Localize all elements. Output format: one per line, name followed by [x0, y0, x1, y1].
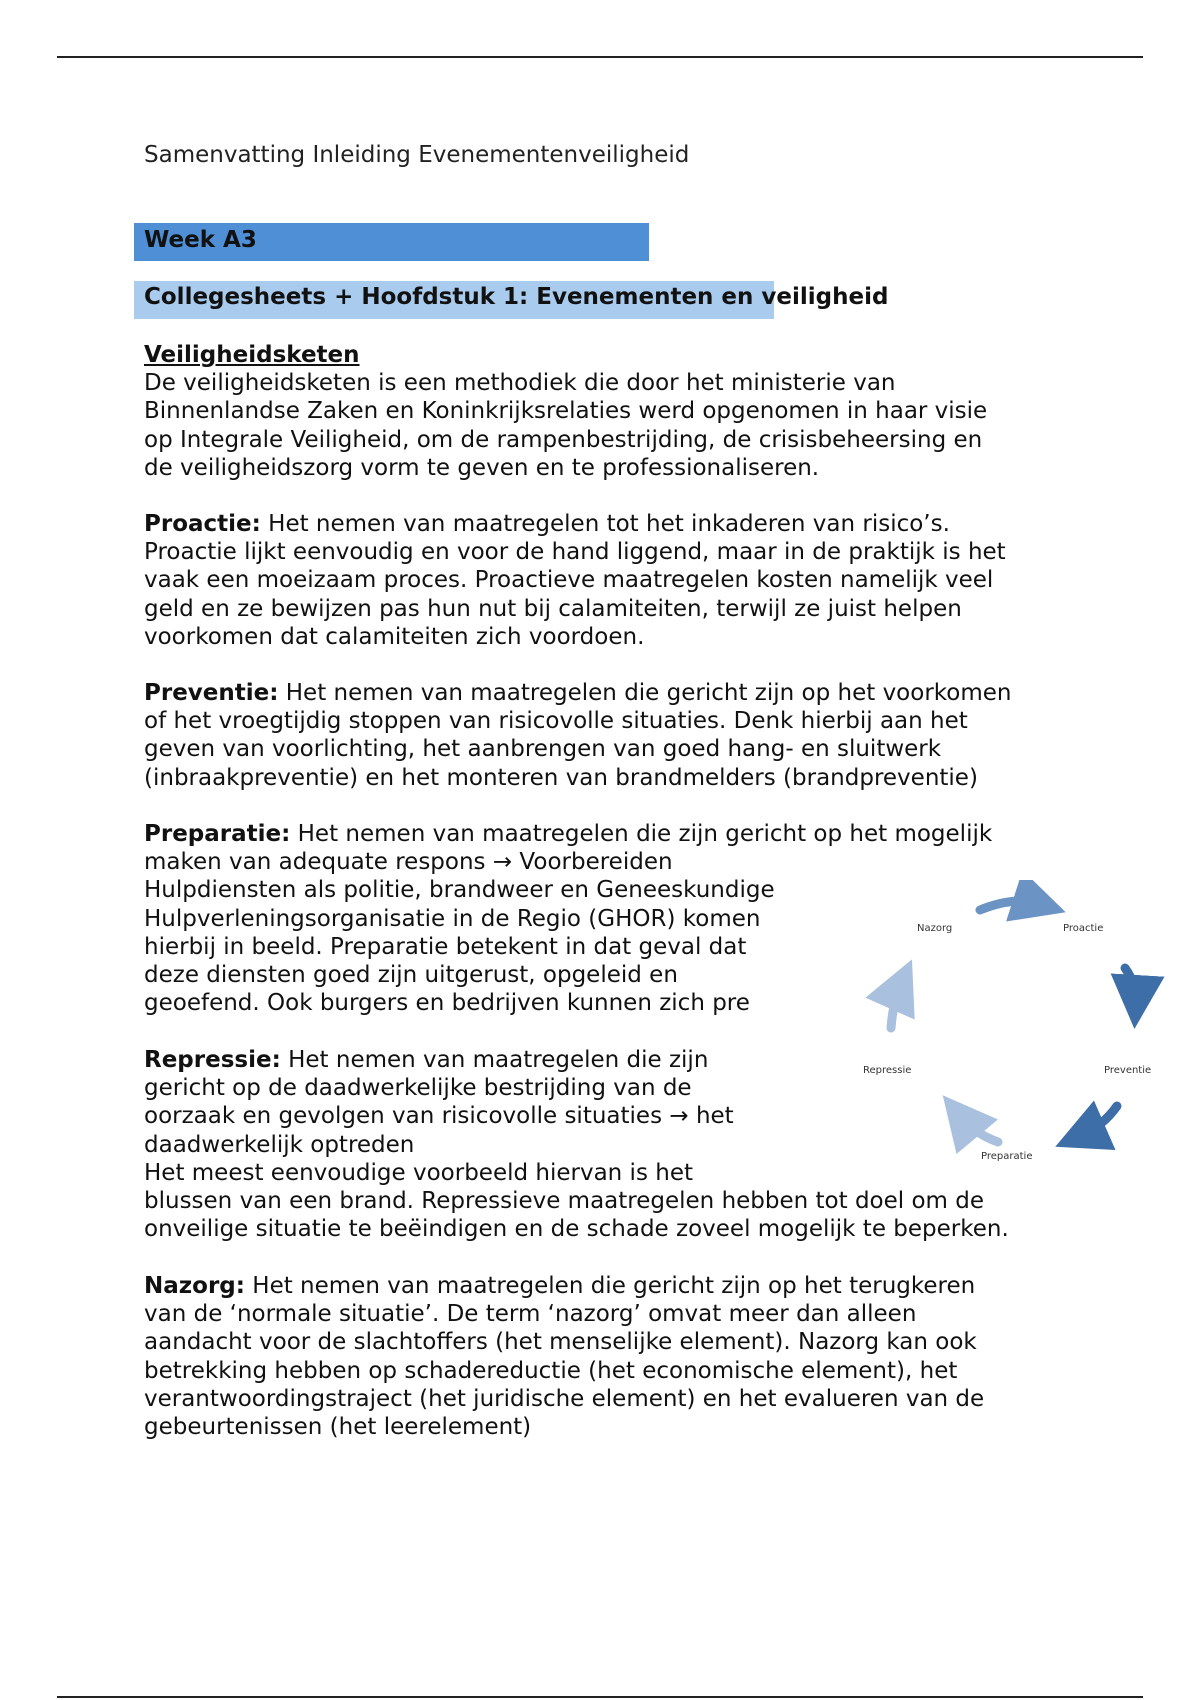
- cycle-label-proactie: Proactie: [1063, 923, 1104, 934]
- paragraph-line: Proactie lijkt eenvoudig en voor de hand liggend, maar in de praktijk is het: [144, 539, 1006, 566]
- cycle-arrow-preventie-preparatie: [1080, 1106, 1117, 1136]
- paragraph-line: van de ‘normale situatie’. De term ‘nazorg’ omvat meer dan alleen: [144, 1301, 917, 1328]
- paragraph-line: Preparatie: Het nemen van maatregelen die zijn gericht op het mogelijk: [144, 821, 993, 847]
- paragraph-line: Hulpdiensten als politie, brandweer en Geneeskundige: [144, 877, 775, 904]
- cycle-label-nazorg: Nazorg: [917, 923, 953, 934]
- cycle-label-repressie: Repressie: [863, 1065, 912, 1076]
- cycle-arrow-proactie-preventie: [1125, 968, 1136, 1002]
- paragraph-line: aandacht voor de slachtoffers (het menselijke element). Nazorg kan ook: [144, 1329, 977, 1356]
- paragraph-line: oorzaak en gevolgen van risicovolle situaties → het: [144, 1103, 734, 1130]
- top-rule: [57, 56, 1143, 58]
- veiligheidsketen-block: [144, 341, 987, 482]
- section-heading: Collegesheets + Hoofdstuk 1: Evenementen en veiligheid: [144, 284, 889, 310]
- document-title: Samenvatting Inleiding Evenementenveiligheid: [144, 142, 690, 168]
- paragraph-line: Hulpverleningsorganisatie in de Regio (GHOR) komen: [144, 905, 761, 932]
- nazorg-paragraph: [144, 1272, 984, 1441]
- paragraph-line: of het vroegtijdig stoppen van risicovolle situaties. Denk hierbij aan het: [144, 708, 968, 735]
- paragraph-line: maken van adequate respons → Voorbereiden: [144, 849, 673, 876]
- paragraph-line: voorkomen dat calamiteiten zich voordoen.: [144, 623, 645, 650]
- bottom-rule: [57, 1696, 1143, 1698]
- preventie-term: Preventie:: [144, 680, 279, 706]
- cycle-arrow-repressie-nazorg: [891, 984, 901, 1028]
- paragraph-line: de veiligheidszorg vorm te geven en te professionaliseren.: [144, 454, 820, 481]
- preventie-paragraph: [144, 679, 1012, 792]
- paragraph-line: gericht op de daadwerkelijke bestrijding van de: [144, 1075, 692, 1102]
- paragraph-line: op Integrale Veiligheid, om de rampenbestrijding, de crisisbeheersing en: [144, 426, 983, 453]
- preparatie-term: Preparatie:: [144, 821, 291, 847]
- paragraph-line: De veiligheidsketen is een methodiek die door het ministerie van: [144, 370, 896, 397]
- paragraph-line: blussen van een brand. Repressieve maatregelen hebben tot doel om de: [144, 1188, 985, 1215]
- repressie-term: Repressie:: [144, 1047, 281, 1073]
- safety-chain-cycle-diagram: [855, 880, 1175, 1170]
- paragraph-line: gebeurtenissen (het leerelement): [144, 1414, 532, 1441]
- paragraph-line: geld en ze bewijzen pas hun nut bij calamiteiten, terwijl ze juist helpen: [144, 595, 962, 622]
- cycle-label-preparatie: Preparatie: [981, 1151, 1033, 1162]
- proactie-term: Proactie:: [144, 511, 261, 537]
- paragraph-line: Proactie: Het nemen van maatregelen tot het inkaderen van risico’s.: [144, 511, 950, 537]
- proactie-paragraph: [144, 510, 1006, 651]
- paragraph-line: Binnenlandse Zaken en Koninkrijksrelaties werd opgenomen in haar visie: [144, 398, 988, 425]
- paragraph-line: (inbraakpreventie) en het monteren van brandmelders (brandpreventie): [144, 764, 978, 791]
- paragraph-line: daadwerkelijk optreden: [144, 1131, 415, 1158]
- cycle-label-preventie: Preventie: [1104, 1065, 1152, 1076]
- nazorg-term: Nazorg:: [144, 1273, 245, 1299]
- paragraph-line: geoefend. Ook burgers en bedrijven kunnen zich pre: [144, 990, 750, 1017]
- veiligheidsketen-heading: Veiligheidsketen: [144, 342, 360, 368]
- paragraph-line: Het meest eenvoudige voorbeeld hiervan is het: [144, 1159, 693, 1186]
- paragraph-line: hierbij in beeld. Preparatie betekent in dat geval dat: [144, 933, 747, 960]
- paragraph-line: vaak een moeizaam proces. Proactieve maatregelen kosten namelijk veel: [144, 567, 994, 594]
- cycle-arrow-preparatie-repressie: [960, 1116, 998, 1142]
- paragraph-line: verantwoordingstraject (het juridische element) en het evalueren van de: [144, 1385, 985, 1412]
- paragraph-line: geven van voorlichting, het aanbrengen van goed hang- en sluitwerk: [144, 736, 942, 763]
- paragraph-line: Repressie: Het nemen van maatregelen die zijn: [144, 1047, 709, 1073]
- paragraph-line: betrekking hebben op schadereductie (het economische element), het: [144, 1357, 958, 1384]
- week-heading: Week A3: [144, 227, 257, 253]
- paragraph-line: onveilige situatie te beëindigen en de schade zoveel mogelijk te beperken.: [144, 1216, 1009, 1243]
- paragraph-line: deze diensten goed zijn uitgerust, opgeleid en: [144, 962, 678, 989]
- paragraph-line: Nazorg: Het nemen van maatregelen die gericht zijn op het terugkeren: [144, 1273, 976, 1299]
- paragraph-line: Preventie: Het nemen van maatregelen die gericht zijn op het voorkomen: [144, 680, 1012, 706]
- cycle-arrow-nazorg-proactie: [980, 901, 1040, 910]
